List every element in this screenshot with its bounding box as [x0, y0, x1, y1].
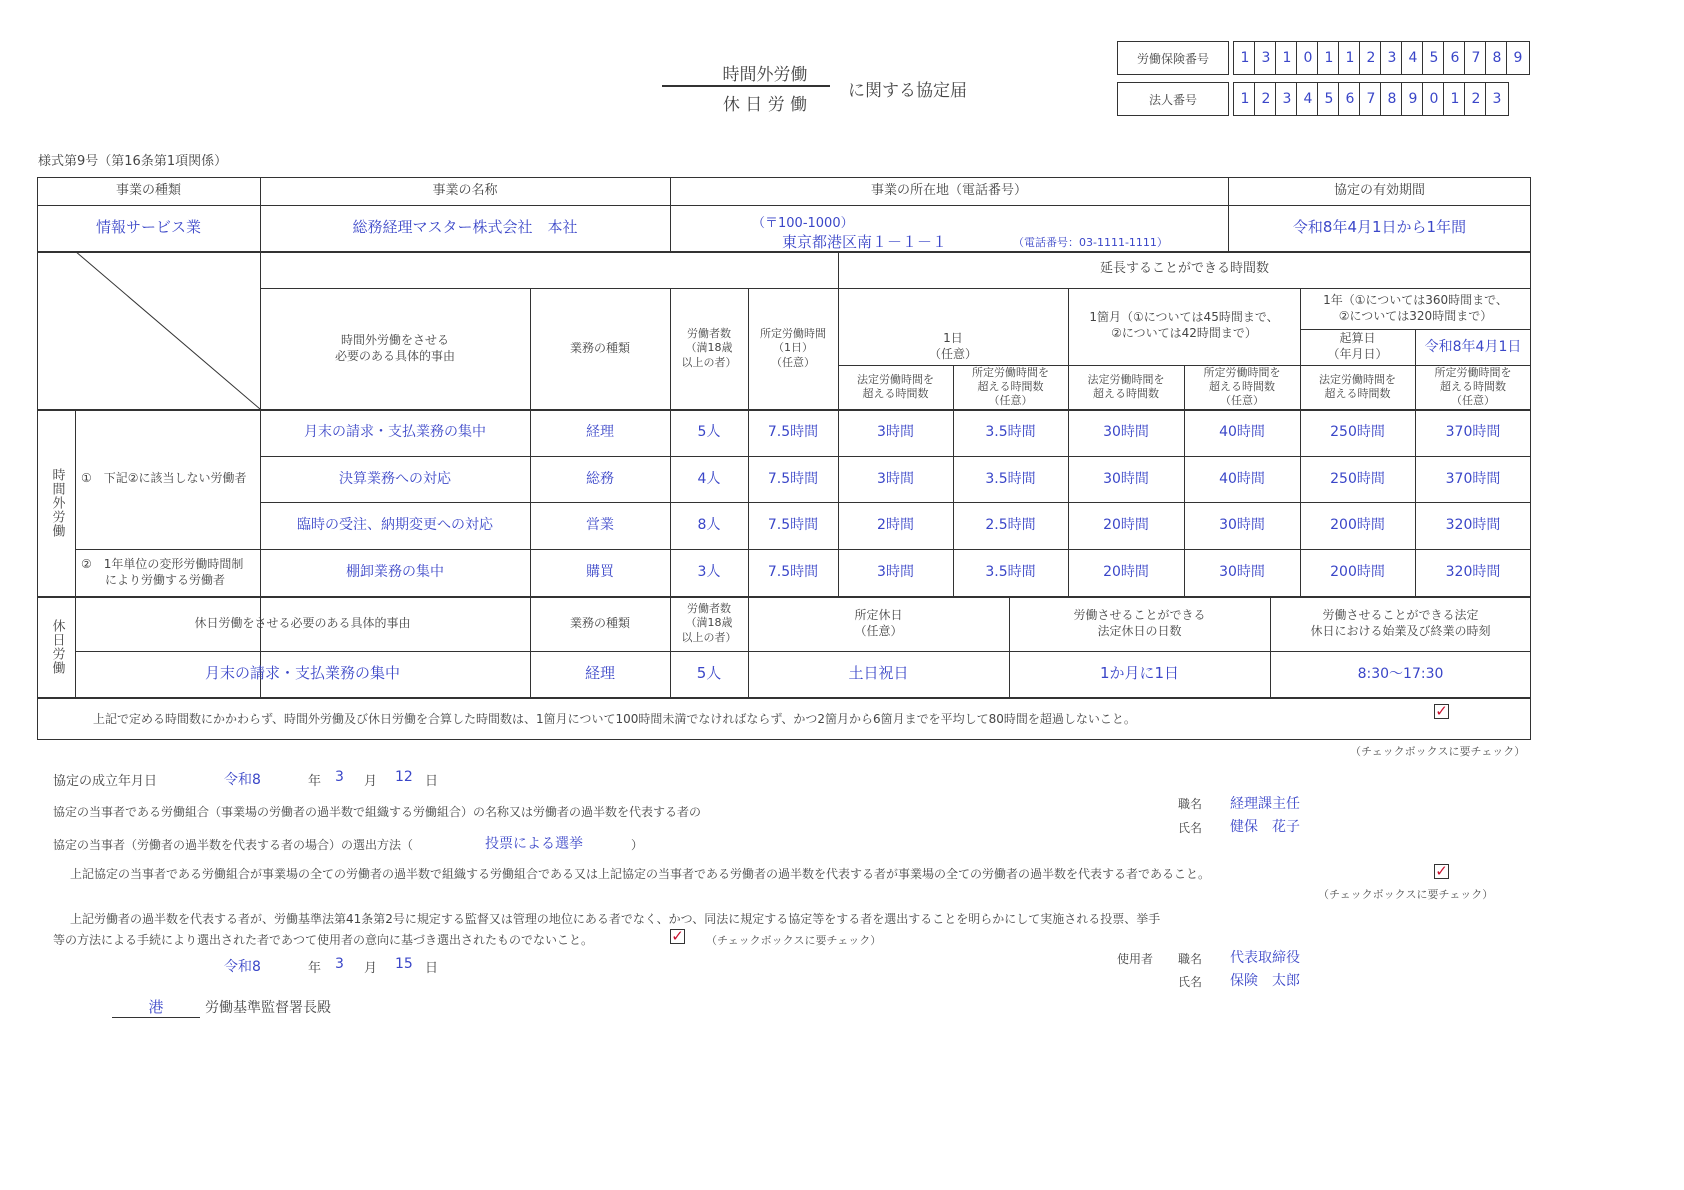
overtime-work-type[interactable]: 営業 [586, 517, 614, 534]
party-title-label: 職名 [1178, 797, 1203, 811]
title-suffix: に関する協定届 [848, 81, 967, 101]
corporate-label: 法人番号 [1117, 82, 1229, 116]
limit-statement: 上記で定める時間数にかかわらず、時間外労働及び休日労働を合算した時間数は、1箇月について100時間未満でなければならず、かつ2箇月から6箇月までを平均して80時間を超過しないこと。 [93, 712, 1136, 726]
side-overtime-label: 時間外労働 [49, 467, 65, 538]
submit-month[interactable]: 3 [335, 956, 344, 972]
header-scheduled-hours: 所定労働時間 （1日） （任意） [760, 327, 826, 369]
header-day-legal: 法定労働時間を 超える時間数 [857, 372, 934, 400]
statement-selection-b: 等の方法による手続により選出された者であつて使用者の意向に基づき選出されたものでないこと。 [53, 933, 594, 947]
employer-title-label: 職名 [1178, 952, 1203, 966]
holiday-header-workers: 労働者数 （満18歳 以上の者） [681, 602, 737, 644]
statement-selection-a: 上記労働者の過半数を代表する者が、労働基準法第41条第2号に規定する監督又は管理の地位にある者でなく、かつ、同法に規定する協定等をする者を選出することを明らかにして実施される投票、挙手 [70, 912, 1161, 926]
insurance-digit[interactable]: 0 [1296, 42, 1319, 74]
category-1: ① 下記②に該当しない労働者 [81, 471, 247, 486]
agreement-month[interactable]: 3 [335, 769, 344, 785]
title-divider [662, 85, 830, 87]
employer-label: 使用者 [1117, 952, 1154, 966]
overtime-workers[interactable]: 4人 [697, 470, 721, 487]
overtime-reason[interactable]: 決算業務への対応 [339, 470, 451, 487]
diagonal-slash [37, 251, 261, 410]
submit-month-label: 月 [364, 961, 378, 976]
holiday-reason[interactable]: 月末の請求・支払業務の集中 [204, 664, 400, 683]
insurance-digit[interactable]: 1 [1317, 42, 1340, 74]
submit-era[interactable]: 令和8 [224, 959, 261, 975]
office-suffix: 労働基準監督署長殿 [205, 1000, 331, 1016]
overtime-day-sched[interactable]: 2.5時間 [985, 517, 1036, 534]
office-underline [112, 1017, 200, 1018]
selection-checkbox[interactable]: ✓ [671, 927, 684, 945]
insurance-digit[interactable]: 1 [1275, 42, 1298, 74]
insurance-digit[interactable]: 1 [1233, 42, 1256, 74]
agreement-month-label: 月 [364, 774, 378, 789]
holiday-header-reason: 休日労働をさせる必要のある具体的事由 [194, 615, 411, 630]
corporate-digit[interactable]: 4 [1296, 83, 1319, 115]
corporate-digit[interactable]: 3 [1275, 83, 1298, 115]
overtime-work-type[interactable]: 購買 [586, 564, 614, 581]
header-business-type: 事業の種類 [115, 182, 181, 198]
header-start-date: 起算日 （年月日） [1327, 331, 1388, 361]
header-extend: 延長することができる時間数 [1099, 261, 1269, 277]
party-text: 協定の当事者である労働組合（事業場の労働者の過半数で組織する労働組合）の名称又は労働者の過半数を代表する者の [53, 805, 702, 819]
employer-name[interactable]: 保険 太郎 [1230, 973, 1300, 989]
overtime-scheduled-hours[interactable]: 7.5時間 [767, 424, 819, 441]
corporate-digit[interactable]: 9 [1401, 83, 1424, 115]
method-text: 協定の当事者（労働者の過半数を代表する者の場合）の選出方法（ [53, 838, 414, 852]
overtime-day-sched[interactable]: 3.5時間 [985, 424, 1036, 441]
corporate-number[interactable] [1233, 82, 1509, 116]
overtime-month-sched[interactable]: 30時間 [1219, 564, 1265, 581]
corporate-digit[interactable]: 1 [1233, 83, 1256, 115]
overtime-scheduled-hours[interactable]: 7.5時間 [767, 564, 819, 581]
overtime-day-sched[interactable]: 3.5時間 [985, 470, 1036, 487]
insurance-digit[interactable]: 3 [1380, 42, 1403, 74]
overtime-year-legal[interactable]: 250時間 [1330, 424, 1385, 441]
overtime-month-sched[interactable]: 40時間 [1219, 424, 1265, 441]
agreement-day-label: 日 [425, 774, 439, 789]
overtime-year-sched[interactable]: 370時間 [1445, 470, 1501, 487]
postal-code[interactable]: （〒100-1000） [752, 216, 854, 231]
holiday-count[interactable]: 1か月に1日 [1099, 664, 1180, 683]
party-title[interactable]: 経理課主任 [1230, 796, 1300, 812]
overtime-year-sched[interactable]: 320時間 [1445, 564, 1501, 581]
holiday-days-off[interactable]: 土日祝日 [848, 664, 909, 683]
overtime-workers[interactable]: 5人 [697, 424, 721, 441]
overtime-day-legal[interactable]: 3時間 [877, 470, 914, 487]
form-number: 様式第9号（第16条第1項関係） [38, 154, 228, 169]
overtime-year-sched[interactable]: 320時間 [1445, 517, 1501, 534]
overtime-year-legal[interactable]: 200時間 [1330, 564, 1385, 581]
overtime-work-type[interactable]: 総務 [586, 470, 614, 487]
overtime-month-sched[interactable]: 40時間 [1219, 470, 1265, 487]
overtime-month-legal[interactable]: 20時間 [1103, 517, 1149, 534]
submit-year-label: 年 [308, 961, 322, 976]
header-period: 協定の有効期間 [1333, 182, 1425, 198]
overtime-work-type[interactable]: 経理 [586, 424, 614, 441]
insurance-digit[interactable]: 4 [1401, 42, 1424, 74]
header-one-day: 1日 （任意） [928, 330, 977, 361]
party-name-label: 氏名 [1178, 821, 1203, 835]
insurance-digit[interactable]: 8 [1485, 42, 1508, 74]
valid-period[interactable]: 令和8年4月1日から1年間 [1292, 218, 1467, 237]
holiday-header-time: 労働させることができる法定 休日における始業及び終業の時刻 [1310, 607, 1491, 638]
overtime-scheduled-hours[interactable]: 7.5時間 [767, 517, 819, 534]
overtime-reason[interactable]: 臨時の受注、納期変更への対応 [297, 517, 493, 534]
business-name[interactable]: 総務経理マスター株式会社 本社 [352, 218, 578, 237]
corporate-digit[interactable]: 0 [1422, 83, 1445, 115]
overtime-reason[interactable]: 月末の請求・支払業務の集中 [304, 424, 486, 441]
category-2: ② 1年単位の変形労働時間制 により労働する労働者 [81, 556, 244, 587]
overtime-day-legal[interactable]: 3時間 [877, 564, 914, 581]
holiday-header-days: 労働させることができる 法定休日の日数 [1073, 607, 1206, 638]
phone[interactable]: （電話番号：03-1111-1111） [1013, 236, 1168, 249]
header-one-year: 1年（①については360時間まで、 ②については320時間まで） [1323, 292, 1508, 323]
agreement-era[interactable]: 令和8 [224, 772, 261, 788]
insurance-number[interactable] [1233, 41, 1530, 75]
method-close: ） [631, 838, 644, 852]
holiday-time[interactable]: 8:30〜17:30 [1357, 665, 1444, 682]
party-name[interactable]: 健保 花子 [1230, 819, 1300, 835]
selection-check-note: （チェックボックスに要チェック） [706, 934, 882, 947]
labor-office[interactable]: 港 [148, 998, 164, 1016]
address[interactable]: 東京都港区南１－１－１ [782, 233, 948, 251]
corporate-digit[interactable]: 3 [1485, 83, 1508, 115]
header-work-type: 業務の種類 [569, 340, 630, 355]
header-business-name: 事業の名称 [432, 182, 498, 198]
start-date[interactable]: 令和8年4月1日 [1424, 338, 1522, 355]
majority-checkbox[interactable]: ✓ [1435, 862, 1448, 880]
limit-checkbox[interactable]: ✓ [1435, 702, 1448, 720]
header-year-sched: 所定労働時間を 超える時間数 （任意） [1434, 365, 1512, 408]
submit-day[interactable]: 15 [395, 956, 413, 972]
overtime-month-sched[interactable]: 30時間 [1219, 517, 1265, 534]
corporate-digit[interactable]: 5 [1317, 83, 1340, 115]
overtime-month-legal[interactable]: 30時間 [1103, 470, 1149, 487]
submit-day-label: 日 [425, 961, 439, 976]
agreement-year-label: 年 [308, 774, 322, 789]
employer-title[interactable]: 代表取締役 [1230, 950, 1300, 966]
corporate-digit[interactable]: 2 [1464, 83, 1487, 115]
limit-check-note: （チェックボックスに要チェック） [1350, 745, 1526, 758]
header-one-month: 1箇月（①については45時間まで、 ②については42時間まで） [1089, 310, 1279, 340]
insurance-digit[interactable]: 1 [1338, 42, 1361, 74]
majority-check-note: （チェックボックスに要チェック） [1318, 888, 1494, 901]
overtime-reason[interactable]: 棚卸業務の集中 [346, 564, 444, 581]
insurance-digit[interactable]: 3 [1254, 42, 1277, 74]
corporate-digit[interactable]: 2 [1254, 83, 1277, 115]
side-holiday-label: 休日労働 [49, 618, 65, 675]
corporate-digit[interactable]: 1 [1443, 83, 1466, 115]
corporate-digit[interactable]: 6 [1338, 83, 1361, 115]
header-reason: 時間外労働をさせる 必要のある具体的事由 [334, 332, 455, 363]
header-address: 事業の所在地（電話番号） [870, 182, 1027, 198]
overtime-year-sched[interactable]: 370時間 [1445, 424, 1501, 441]
overtime-year-legal[interactable]: 200時間 [1330, 517, 1385, 534]
holiday-work[interactable]: 経理 [584, 664, 615, 683]
statement-majority: 上記協定の当事者である労働組合が事業場の全ての労働者の過半数で組織する労働組合である又は上記協定の当事者である労働者の過半数を代表する者が事業場の全ての労働者の過半数を代表する者であること。 [70, 867, 1211, 881]
selection-method[interactable]: 投票による選挙 [485, 836, 583, 852]
overtime-day-legal[interactable]: 2時間 [877, 517, 914, 534]
title-overtime: 時間外労働 [722, 65, 808, 85]
holiday-header-holiday: 所定休日 （任意） [854, 607, 903, 638]
title-holiday: 休 日 労 働 [722, 95, 808, 115]
holiday-header-work: 業務の種類 [569, 615, 630, 630]
agreement-day[interactable]: 12 [395, 769, 413, 785]
insurance-label: 労働保険番号 [1117, 41, 1229, 75]
overtime-month-legal[interactable]: 30時間 [1103, 424, 1149, 441]
overtime-workers[interactable]: 3人 [697, 564, 721, 581]
corporate-digit[interactable]: 7 [1359, 83, 1382, 115]
overtime-day-sched[interactable]: 3.5時間 [985, 564, 1036, 581]
business-type[interactable]: 情報サービス業 [95, 218, 201, 237]
insurance-digit[interactable]: 6 [1443, 42, 1466, 74]
holiday-workers[interactable]: 5人 [696, 664, 722, 683]
overtime-scheduled-hours[interactable]: 7.5時間 [767, 470, 819, 487]
header-workers: 労働者数 （満18歳 以上の者） [681, 327, 737, 369]
agreement-date-label: 協定の成立年月日 [53, 774, 158, 789]
header-month-sched: 所定労働時間を 超える時間数 （任意） [1203, 365, 1281, 408]
insurance-digit[interactable]: 5 [1422, 42, 1445, 74]
insurance-digit[interactable]: 9 [1506, 42, 1529, 74]
overtime-day-legal[interactable]: 3時間 [877, 424, 914, 441]
overtime-year-legal[interactable]: 250時間 [1330, 470, 1385, 487]
corporate-digit[interactable]: 8 [1380, 83, 1403, 115]
employer-name-label: 氏名 [1178, 975, 1203, 989]
overtime-workers[interactable]: 8人 [697, 517, 721, 534]
header-month-legal: 法定労働時間を 超える時間数 [1087, 372, 1165, 400]
overtime-month-legal[interactable]: 20時間 [1103, 564, 1149, 581]
insurance-digit[interactable]: 7 [1464, 42, 1487, 74]
insurance-digit[interactable]: 2 [1359, 42, 1382, 74]
header-day-sched: 所定労働時間を 超える時間数 （任意） [972, 365, 1049, 408]
header-year-legal: 法定労働時間を 超える時間数 [1319, 372, 1396, 400]
